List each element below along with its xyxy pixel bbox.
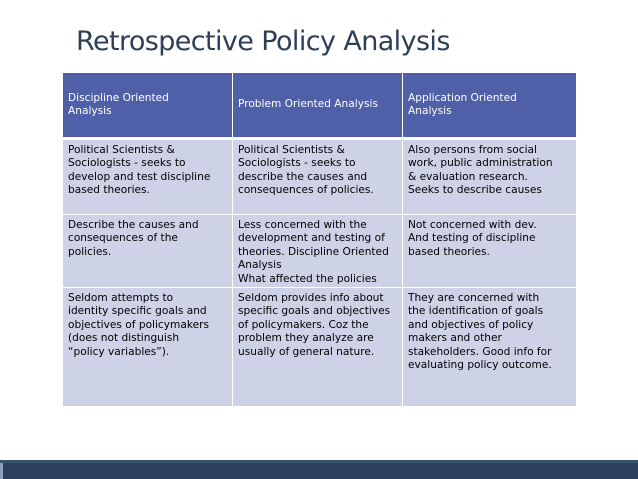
header-line: Problem Oriented Analysis [238,98,378,111]
table-row [63,139,577,215]
table-cell [63,139,233,215]
comparison-table-container [62,73,576,406]
cell-line: usually of general nature. [238,345,375,358]
cell-line: work, public administration [408,157,553,170]
table-row [63,288,577,407]
cell-line: theories. Discipline Oriented [238,245,389,258]
cell-line: Sociologists - seeks to [238,157,356,170]
cell-line: Less concerned with the [238,219,367,231]
header-line: Discipline Oriented [68,91,169,104]
cell-line: Seeks to describe causes [408,184,542,197]
cell-line: identity specific goals and [68,305,207,318]
cell-line: Seldom attempts to [68,292,174,304]
cell-line: objectives of policymakers [68,318,209,331]
table-row [63,215,577,288]
table-cell [403,288,577,407]
cell-line: Not concerned with dev. [408,219,537,231]
comparison-table [62,73,577,407]
cell-line: specific goals and objectives [238,305,391,318]
cell-line: development and testing of [238,232,385,245]
cell-line: consequences of policies. [238,184,374,197]
header-discipline-oriented [63,73,233,139]
cell-line: consequences of the [68,232,178,245]
cell-line: problem they analyze are [238,332,374,345]
header-line: Application Oriented [408,91,517,104]
cell-line: the identification of goals [408,305,544,318]
table-header-row [63,73,577,139]
cell-line: Describe the causes and [68,219,199,231]
table-cell [233,215,403,288]
cell-line: Also persons from social [408,144,537,156]
table-cell [233,288,403,407]
header-problem-oriented [233,73,403,139]
cell-line: And testing of discipline [408,232,536,245]
cell-line: and objectives of policy [408,318,534,331]
header-line: Analysis [408,105,452,117]
footer-bar [0,463,638,479]
cell-line: based theories. [408,245,490,258]
cell-line: & evaluation research. [408,170,528,183]
cell-line: Political Scientists & [238,144,345,156]
cell-line: of policymakers. Coz the [238,318,369,331]
cell-line: develop and test discipline [68,170,211,183]
cell-line: based theories. [68,184,150,197]
cell-line: describe the causes and [238,170,368,183]
cell-line: Sociologists - seeks to [68,157,186,170]
header-application-oriented [403,73,577,139]
header-line: Analysis [68,105,112,117]
cell-line: Political Scientists & [68,144,175,156]
table-cell [403,139,577,215]
cell-line: evaluating policy outcome. [408,359,552,372]
cell-line: stakeholders. Good info for [408,345,552,358]
table-cell [63,215,233,288]
footer-edge-mark [0,463,3,479]
cell-line: They are concerned with [408,292,540,304]
cell-line: (does not distinguish [68,332,180,345]
cell-line: Analysis [238,259,282,272]
cell-line: policies. [68,245,112,258]
slide-title: Retrospective Policy Analysis [76,26,450,57]
table-cell [63,288,233,407]
cell-line: What affected the policies [238,272,377,285]
table-cell [233,139,403,215]
cell-line: Seldom provides info about [238,292,384,304]
title-accent-bar [0,36,4,73]
table-cell [403,215,577,288]
cell-line: makers and other [408,332,502,345]
cell-line: “policy variables”). [68,345,170,358]
